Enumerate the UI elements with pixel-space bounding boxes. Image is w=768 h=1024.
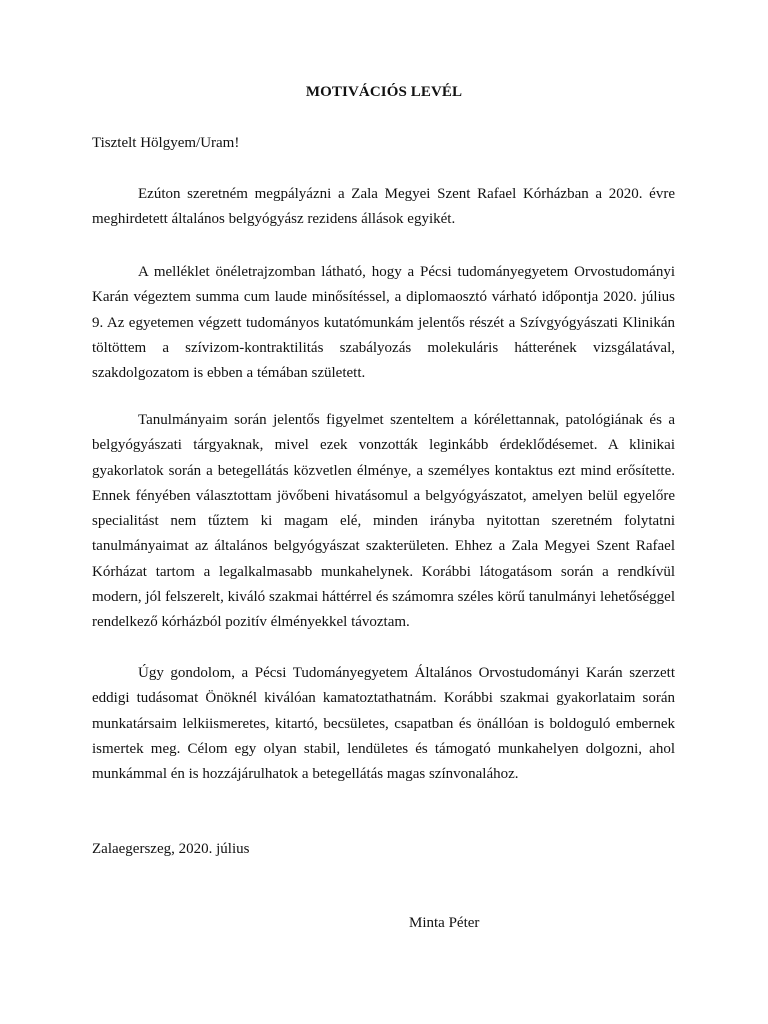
- paragraph-education: A melléklet önéletrajzomban látható, hogy a Pécsi tudományegyetem Orvostudományi Karán végeztem summa cum laude minősítéssel, a diplomaosztó várható időpontja 2020. július 9. Az egyetemen végzett tudományos kutatómunkám jelentős részét a Szívgyógyászati Klinikán töltöttem a szívizom-kontraktilitás szabályozás molekuláris hátterének vizsgálatával, szakdolgozatom is ebben a témában született.: [92, 264, 675, 382]
- signature-name: Minta Péter: [409, 915, 480, 931]
- document-title: MOTIVÁCIÓS LEVÉL: [305, 84, 463, 100]
- paragraph-application: Ezúton szeretném megpályázni a Zala Megyei Szent Rafael Kórházban a 2020. évre meghirdetett általános belgyógyász rezidens állások egyikét.: [92, 186, 675, 228]
- greeting: Tisztelt Hölgyem/Uram!: [92, 135, 240, 151]
- paragraph-motivation: Tanulmányaim során jelentős figyelmet szenteltem a kórélettannak, patológiának és a belgyógyászati tárgyaknak, mivel ezek vonzották leginkább érdeklődésemet. A klinikai gyakorlatok során a betegellátás közvetlen élménye, a személyes kontaktus ezt mind erősítette. Ennek fényében választottam jövőbeni hivatásomul a belgyógyászatot, amelyen belül egyelőre specialitást nem tűztem ki magam elé, minden irányba nyitottan szeretném folytatni tanulmányaimat az általános belgyógyászat szakterületen. Ehhez a Zala Megyei Szent Rafael Kórházat tartom a legalkalmasabb munkahelynek. Korábbi látogatásom során a rendkívül modern, jól felszerelt, kiváló szakmai háttérrel és számomra széles körű tanulmányi lehetőséggel rendelkező kórházból pozitív élményekkel távoztam.: [92, 412, 675, 631]
- place-date: Zalaegerszeg, 2020. július: [92, 841, 250, 857]
- paragraph-closing: Úgy gondolom, a Pécsi Tudományegyetem Általános Orvostudományi Karán szerzett eddigi tudásomat Önöknél kiválóan kamatoztathatnám. Korábbi szakmai gyakorlataim során munkatársaim lelkiismeretes, kitartó, becsületes, csapatban és önállóan is boldoguló embernek ismertek meg. Célom egy olyan stabil, lendületes és támogató munkahelyen dolgozni, ahol munkámmal én is hozzájárulhatok a betegellátás magas színvonalához.: [92, 665, 675, 783]
